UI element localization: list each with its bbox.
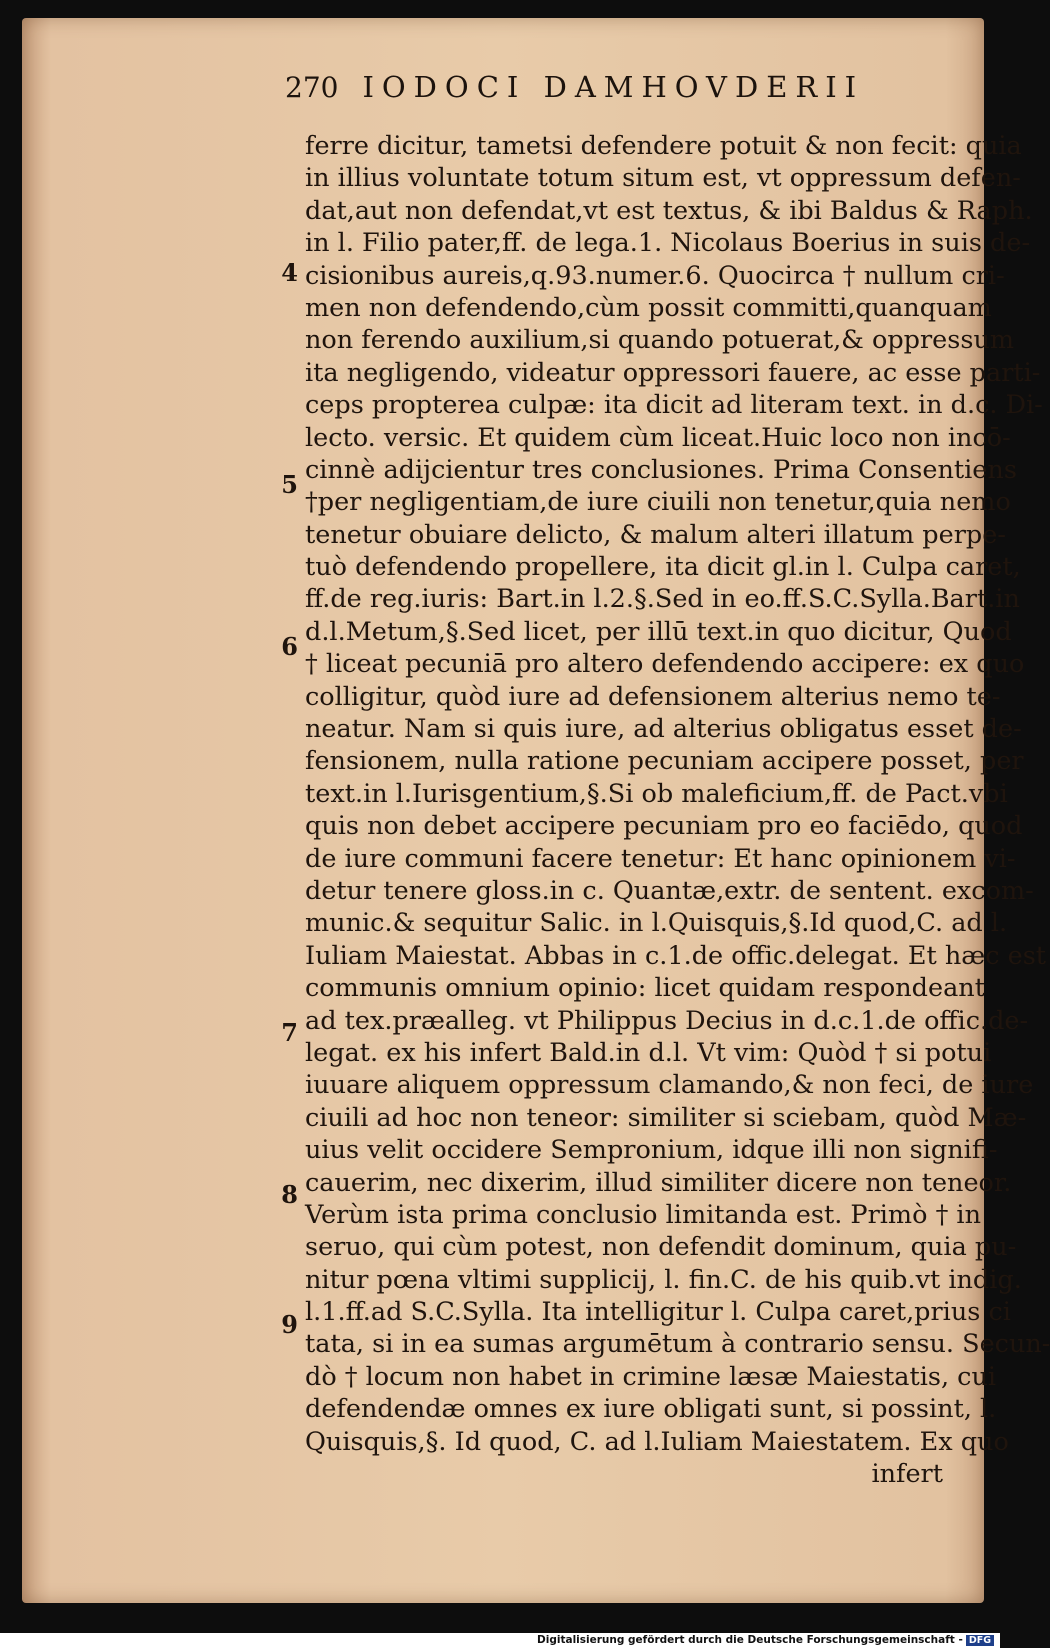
text-line: cinnè adijcientur tres conclusiones. Prima Consentiens xyxy=(305,454,1017,485)
text-line: in illius voluntate totum situm est, vt oppressum defen- xyxy=(305,163,1021,194)
running-head: IODOCI DAMHOVDERII xyxy=(362,70,865,104)
text-line: † liceat pecuniā pro altero defendendo accipere: ex quo xyxy=(305,649,1025,680)
text-line: Verùm ista prima conclusio limitanda est. Primò † in xyxy=(305,1199,981,1230)
text-line: non ferendo auxilium,si quando potuerat,& oppressum xyxy=(305,325,1015,356)
marginal-number: 8 xyxy=(281,1180,298,1209)
text-line: †per negligentiam,de iure ciuili non tenetur,quia nemo xyxy=(305,487,1011,518)
text-line: ff.de reg.iuris: Bart.in l.2.§.Sed in eo.ff.S.C.Sylla.Bart.in xyxy=(305,584,1020,615)
text-line: munic.& sequitur Salic. in l.Quisquis,§.Id quod,C. ad l. xyxy=(305,908,1008,939)
page-header xyxy=(285,70,905,110)
text-line: communis omnium opinio: licet quidam respondeant xyxy=(305,973,985,1004)
main-text-block xyxy=(305,130,1050,1490)
text-line: cauerim, nec dixerim, illud similiter dicere non teneor. xyxy=(305,1167,1012,1198)
text-line: de iure communi facere tenetur: Et hanc opinionem vi- xyxy=(305,843,1016,874)
text-line: ferre dicitur, tametsi defendere potuit & non fecit: quia xyxy=(305,131,1022,161)
text-line: tuò defendendo propellere, ita dicit gl.in l. Culpa caret, xyxy=(305,552,1021,583)
text-line: dat,aut non defendat,vt est textus, & ibi Baldus & Raph. xyxy=(305,195,1033,226)
text-line: d.l.Metum,§.Sed licet, per illū text.in quo dicitur, Quod xyxy=(305,616,1012,647)
text-line: legat. ex his infert Bald.in d.l. Vt vim: Quòd † si potui xyxy=(305,1037,992,1068)
text-line: ita negligendo, videatur oppressori fauere, ac esse parti- xyxy=(305,357,1041,388)
text-line: colligitur, quòd iure ad defensionem alterius nemo te- xyxy=(305,681,1001,712)
text-line: fensionem, nulla ratione pecuniam accipere posset, per xyxy=(305,746,1024,777)
text-line: ciuili ad hoc non teneor: similiter si sciebam, quòd Mæ- xyxy=(305,1102,1027,1133)
page-number: 270 xyxy=(285,71,339,104)
funding-notice xyxy=(537,1634,994,1646)
catchword: infert xyxy=(871,1459,943,1490)
text-line: Quisquis,§. Id quod, C. ad l.Iuliam Maiestatem. Ex quo xyxy=(305,1426,1009,1457)
text-line: iuuare aliquem oppressum clamando,& non feci, de iure xyxy=(305,1070,1034,1101)
text-line: l.1.ff.ad S.C.Sylla. Ita intelligitur l. Culpa caret,prius ci xyxy=(305,1297,1011,1328)
text-line: ad tex.præalleg. vt Philippus Decius in d.c.1.de offic.de- xyxy=(305,1005,1029,1036)
funding-notice-text: Digitalisierung gefördert durch die Deutsche Forschungsgemeinschaft - xyxy=(537,1634,963,1646)
text-line: in l. Filio pater,ff. de lega.1. Nicolaus Boerius in suis de- xyxy=(305,228,1031,259)
text-line: uius velit occidere Sempronium, idque illi non signifi- xyxy=(305,1135,998,1166)
text-line: text.in l.Iurisgentium,§.Si ob maleficium,ff. de Pact.vbi xyxy=(305,778,1008,809)
marginal-number: 6 xyxy=(281,632,298,661)
text-line: defendendæ omnes ex iure obligati sunt, si possint, l. xyxy=(305,1394,997,1425)
text-line: seruo, qui cùm potest, non defendit dominum, quia pu- xyxy=(305,1232,1017,1263)
text-line: men non defendendo,cùm possit committi,quanquam xyxy=(305,292,992,323)
marginal-number: 9 xyxy=(281,1310,298,1339)
text-line: Iuliam Maiestat. Abbas in c.1.de offic.delegat. Et hæc est xyxy=(305,940,1047,971)
text-line: ceps propterea culpæ: ita dicit ad literam text. in d.c. Di- xyxy=(305,390,1043,421)
text-line: neatur. Nam si quis iure, ad alterius obligatus esset de- xyxy=(305,714,1022,745)
text-line: tenetur obuiare delicto, & malum alteri illatum perpe- xyxy=(305,519,1006,550)
text-line: dò † locum non habet in crimine læsæ Maiestatis, cui xyxy=(305,1361,997,1392)
text-line: nitur pœna vltimi supplicij, l. fin.C. de his quib.vt indig. xyxy=(305,1264,1022,1295)
text-line: detur tenere gloss.in c. Quantæ,extr. de sentent. excom- xyxy=(305,875,1034,906)
text-line: quis non debet accipere pecuniam pro eo faciēdo, quod xyxy=(305,811,1023,842)
marginal-number: 4 xyxy=(281,258,298,287)
text-line: lecto. versic. Et quidem cùm liceat.Huic loco non incō- xyxy=(305,422,1011,453)
dfg-logo: DFG xyxy=(966,1635,994,1646)
marginal-number: 5 xyxy=(281,470,298,499)
text-line: cisionibus aureis,q.93.numer.6. Quocirca † nullum cri- xyxy=(305,260,1005,291)
marginal-number: 7 xyxy=(281,1018,298,1047)
text-line: tata, si in ea sumas argumētum à contrario sensu. Secun- xyxy=(305,1329,1050,1360)
